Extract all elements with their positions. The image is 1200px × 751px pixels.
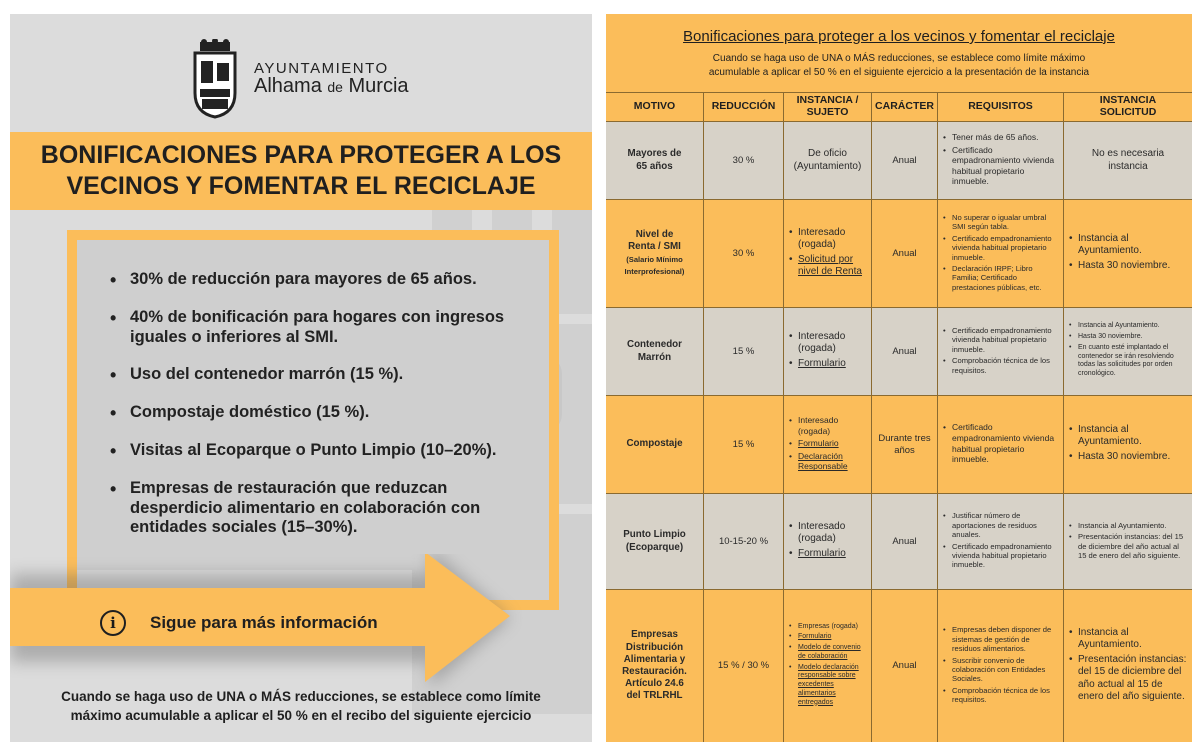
formulario-link[interactable]: • Formulario [788,358,867,371]
cell-reduccion: 30 % [704,122,784,199]
formulario-link[interactable]: • Formulario [788,438,867,449]
left-panel [10,14,592,742]
cell-reduccion: 15 % [704,308,784,395]
cell-solicitud: No es necesaria instancia [1091,148,1165,172]
cell-requisitos: • Certificado empadronamiento vivienda habitual propietario inmueble. • Comprobación técnica de los requisitos. [938,308,1064,395]
cell-solicitud: • Instancia al Ayuntamiento. • Hasta 30 noviembre. • En cuanto esté implantado el contenedor se irán resolviendo todas las solicitudes por orden cronológico. [1064,308,1192,395]
cell-requisitos: • No superar o igualar umbral SMI según tabla. • Certificado empadronamiento vivienda habitual propietario inmueble. • Declaración IRPF; Libro Familia; Certificado prestaciones públicas, etc. [938,200,1064,307]
cell-motivo: Contenedor Marrón [606,308,704,395]
cell-sujeto: • Interesado (rogada) • Formulario [784,494,872,589]
bullet-list [108,270,538,556]
header-instancia-sujeto: INSTANCIA / SUJETO [784,93,872,121]
cell-sujeto: • Empresas (rogada) • Formulario • Modelo de convenio de colaboración • Modelo declaración responsable sobre excedentes alimentarios entregados [784,590,872,742]
table-row [606,308,1192,396]
footer-note: Cuando se haga uso de UNA o MÁS reducciones, se establece como límite máximo acumulable a aplicar el 50 % en el recibo del siguiente ejercicio [61,689,541,723]
bullet-item: • Empresas de restauración que reduzcan desperdicio alimentario en colaboración con entidades sociales (15–30%). [108,479,538,538]
cell-caracter: Anual [872,122,938,199]
header-caracter: CARÁCTER [872,93,938,121]
cell-sujeto: • Interesado (rogada) • Solicitud por nivel de Renta [784,200,872,307]
cell-requisitos: • Empresas deben disponer de sistemas de gestión de residuos alimentarios. • Suscribir convenio de colaboración con Entidades Sociales. • Comprobación técnica de los requisitos. [938,590,1064,742]
cell-motivo: Mayores de 65 años [606,122,704,199]
table-row [606,494,1192,590]
cell-motivo: Punto Limpio (Ecoparque) [606,494,704,589]
logo-line-2: Alhama de Murcia [254,75,409,98]
cell-requisitos: • Certificado empadronamiento vivienda habitual propietario inmueble. [938,396,1064,493]
header-instancia-solicitud: INSTANCIA SOLICITUD [1099,94,1157,118]
logo-line-1: AYUNTAMIENTO [254,59,389,77]
cell-caracter: Anual [872,200,938,307]
cell-reduccion: 15 % / 30 % [704,590,784,742]
formulario-link[interactable]: • Formulario [788,548,867,561]
table-subtitle: Cuando se haga uso de UNA o MÁS reducciones, se establece como límite máximo acumulable a aplicar el 50 % en el siguiente ejercicio a la presentación de la instancia [708,53,1090,78]
cell-caracter: Durante tres años [872,396,938,493]
table-row [606,200,1192,308]
cell-solicitud: • Instancia al Ayuntamiento. • Presentación instancias: del 15 de diciembre del año actual al 15 de enero del año siguiente. [1064,590,1192,742]
cell-sujeto: • Interesado (rogada) • Formulario [784,308,872,395]
main-title-band [10,132,592,210]
convenio-link[interactable]: • Modelo de convenio de colaboración [788,644,867,662]
cell-sujeto: De oficio (Ayuntamiento) [784,122,872,199]
right-panel [606,14,1192,742]
cell-motivo: Nivel de Renta / SMI (Salario Mínimo Interprofesional) [606,200,704,307]
declaracion-responsable-link[interactable]: • Declaración Responsable [788,451,867,472]
header-requisitos: REQUISITOS [938,93,1064,121]
cell-reduccion: 15 % [704,396,784,493]
cell-caracter: Anual [872,308,938,395]
cell-solicitud: • Instancia al Ayuntamiento. • Hasta 30 noviembre. [1064,396,1192,493]
table-title: Bonificaciones para proteger a los vecinos y fomentar el reciclaje [683,28,1115,45]
more-info-label: Sigue para más información [150,613,378,632]
header-motivo: MOTIVO [606,93,704,121]
cell-motivo: Compostaje [606,396,704,493]
cell-sujeto: • Interesado (rogada) • Formulario • Declaración Responsable [784,396,872,493]
formulario-link[interactable]: • Formulario [788,633,867,642]
solicitud-renta-link[interactable]: • Solicitud por nivel de Renta [788,254,867,279]
cell-reduccion: 30 % [704,200,784,307]
cell-requisitos: • Justificar número de aportaciones de residuos anuales. • Certificado empadronamiento vivienda habitual propietario inmueble. [938,494,1064,589]
table-row [606,590,1192,742]
bullet-item: • 40% de bonificación para hogares con ingresos iguales o inferiores al SMI. [108,308,538,348]
more-info[interactable] [100,610,378,636]
cell-caracter: Anual [872,590,938,742]
logo [190,36,409,122]
bullet-item: • 30% de reducción para mayores de 65 años. [108,270,538,290]
table-row [606,122,1192,200]
table-header [606,92,1192,122]
header-reduccion: REDUCCIÓN [704,93,784,121]
bullet-item: • Compostaje doméstico (15 %). [108,403,538,423]
cell-solicitud: • Instancia al Ayuntamiento. • Presentación instancias: del 15 de diciembre del año actual al 15 de enero del año siguiente. [1064,494,1192,589]
cell-reduccion: 10-15-20 % [704,494,784,589]
bullet-item: • Visitas al Ecoparque o Punto Limpio (10–20%). [108,441,538,461]
main-title: BONIFICACIONES PARA PROTEGER A LOS VECINOS Y FOMENTAR EL RECICLAJE [40,140,562,200]
declaracion-excedentes-link[interactable]: • Modelo declaración responsable sobre excedentes alimentarios entregados [788,664,867,708]
cell-caracter: Anual [872,494,938,589]
table-row [606,396,1192,494]
cell-solicitud: • Instancia al Ayuntamiento. • Hasta 30 noviembre. [1064,200,1192,307]
info-icon: i [100,610,126,636]
cell-motivo: Empresas Distribución Alimentaria y Restauración. Artículo 24.6 del TRLRHL [606,590,704,742]
coat-of-arms-icon [190,39,240,119]
bullet-item: • Uso del contenedor marrón (15 %). [108,365,538,385]
cell-requisitos: • Tener más de 65 años. • Certificado empadronamiento vivienda habitual propietario inmueble. [938,122,1064,199]
